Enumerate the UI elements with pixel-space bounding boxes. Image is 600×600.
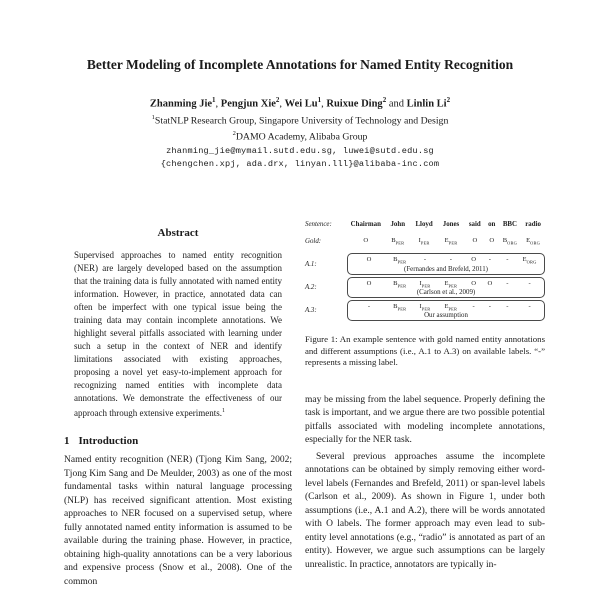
figure-assumption-rows: [305, 253, 545, 321]
tag-cell: $B_{PER}$: [393, 302, 407, 312]
tag-cell: $B_{PER}$: [393, 256, 407, 265]
abstract-text: [64, 249, 292, 420]
figure-assumption-row: [305, 253, 545, 274]
tag-cell: $E_{ORG}$: [526, 237, 541, 246]
figure-1: [305, 221, 545, 368]
abstract-body: Supervised approaches to named entity recognition (NER) are largely developed based on the assumption that the training data is fully annotated with named entity information. However, in practice, annotated data can often be imperfect with one typical issue being the training data may contain incomplete annotations. We highlight several pitfalls associated with learning under such a setup in the context of NER and identify limitations associated with existing approaches, proposing a novel yet easy-to-implement approach for recognizing named entities with incomplete data annotations. We demonstrate the effectiveness of our approach through extensive experiments.: [74, 250, 282, 419]
author-separator: ,: [215, 98, 221, 110]
assumption-box: [347, 277, 545, 298]
token-cell: said: [468, 221, 481, 229]
figure-assumption-row: [305, 300, 545, 321]
author-name: Linlin Li: [406, 98, 447, 110]
tag-cell: $I_{PER}$: [419, 279, 431, 288]
author-name: Wei Lu: [284, 98, 318, 110]
tag-cell: $B_{PER}$: [393, 279, 407, 288]
token-cell: Jones: [442, 221, 460, 229]
assumption-label: A.2:: [305, 283, 317, 291]
author-line: [0, 94, 600, 111]
author-separator: ,: [279, 98, 285, 110]
affiliation-line: $^1$StatNLP Research Group, Singapore University of Technology and Design: [151, 113, 449, 126]
tag-cell: -: [506, 302, 509, 310]
tag-subscript: PER: [397, 282, 407, 288]
affiliation-sup: 2: [232, 129, 236, 137]
tag-cell: $I_{PER}$: [418, 237, 430, 246]
tag-cell: $E_{PER}$: [444, 302, 458, 312]
body-paragraph-1: may be missing from the label sequence. Properly defining the task is important, and we argue there are two possible potential pitfalls associated with modeling incomplete annotations, especially for the NER task.: [305, 394, 545, 445]
tag-subscript: ORG: [526, 259, 537, 265]
token-cell: radio: [525, 221, 541, 229]
tag-cell: O: [471, 256, 477, 264]
author-name: Pengjun Xie: [220, 98, 276, 110]
section-title: Introduction: [78, 435, 139, 448]
figure-assumption-row: [305, 277, 545, 298]
tag-subscript: PER: [421, 282, 431, 288]
intro-heading: [64, 435, 292, 447]
abstract-heading: Abstract: [157, 227, 199, 240]
author-affil-sup: 1: [212, 96, 216, 104]
tag-cell: -: [506, 256, 509, 264]
email-line: {chengchen.xpj, ada.drx, linyan.lll}@alibaba-inc.com: [160, 159, 440, 170]
affiliation-sup: 1: [151, 113, 155, 121]
token-cell: John: [390, 221, 406, 229]
author-separator: ,: [321, 98, 327, 110]
author-affil-sup: 2: [446, 96, 451, 104]
assumption-note: (Carlson et al., 2009): [416, 288, 476, 296]
assumption-box: [347, 300, 545, 321]
paper-title: Better Modeling of Incomplete Annotations for Named Entity Recognition: [86, 57, 514, 72]
tag-cell: -: [506, 279, 509, 287]
paper-header: [0, 0, 600, 171]
tag-subscript: PER: [421, 306, 431, 312]
assumption-box: [347, 253, 545, 274]
footnote-marker: 1: [221, 408, 225, 415]
tag-cell: -: [528, 279, 531, 287]
token-cell: on: [488, 221, 496, 229]
tag-cell: O: [366, 256, 372, 264]
tag-cell: O: [363, 237, 369, 245]
affiliation-line: $^2$DAMO Academy, Alibaba Group: [232, 129, 368, 143]
assumption-label: A.1:: [305, 260, 317, 268]
tag-cell: -: [488, 256, 491, 264]
tag-subscript: ORG: [530, 240, 541, 246]
tag-cell: $E_{ORG}$: [522, 256, 537, 265]
author-affil-sup: 1: [317, 96, 322, 104]
tag-subscript: PER: [448, 240, 458, 246]
tag-cell: -: [528, 302, 531, 310]
body-paragraph-2: Several previous approaches assume the incomplete annotations can be obtained by simply removing either word-level labels (Fernandes and Brefeld, 2011) or span-level labels (Carlson et al., 2009). As shown in Figure 1, under both assumptions (i.e., A.1 and A.2), there will be words annotated with O labels. The former approach may even lead to sub-entity level annotations (e.g., “radio” is annotated as part of an entity). However, we argue such assumptions can be largely unrealistic. In practice, annotators are typically in-: [305, 451, 545, 570]
assumption-note: Our assumption: [424, 312, 468, 320]
email-line: zhanming_jie@mymail.sutd.edu.sg, luwei@sutd.edu.sg: [166, 146, 434, 157]
tag-subscript: PER: [420, 240, 430, 246]
figure-token-grid: [347, 221, 545, 228]
assumption-label: A.3:: [305, 307, 317, 315]
assumption-tag-grid: [351, 256, 541, 264]
author-affil-sup: 2: [275, 96, 280, 104]
figure-caption: Figure 1: An example sentence with gold named entity annotations and different assumptions (i.e., A.1 to A.3) on available labels. “-” represents a missing label.: [305, 334, 545, 368]
assumption-note: (Fernandes and Brefeld, 2011): [404, 265, 488, 273]
tag-cell: $E_{PER}$: [444, 279, 458, 288]
right-column: [305, 219, 545, 589]
tag-subscript: PER: [448, 306, 458, 312]
email-block: [0, 145, 600, 171]
two-column-body: [0, 219, 600, 589]
tag-cell: -: [367, 302, 371, 310]
figure-gold-grid: [347, 237, 545, 245]
author-separator: and: [386, 98, 407, 110]
section-number: 1: [64, 435, 70, 448]
tag-cell: O: [471, 279, 477, 287]
tag-cell: O: [487, 279, 493, 287]
intro-paragraph: Named entity recognition (NER) (Tjong Kim Sang, 2002; Tjong Kim Sang and De Meulder, 2003) as one of the most fundamental tasks within natural language processing (NLP) has received significant attention. Most existing approaches to NER focused on a supervised setup, where fully annotated named entity information is assumed to be available during the training phase. However, in practice, obtaining high-quality annotations can be a very laborious and expensive process (Snow et al., 2008). One of the common: [64, 455, 292, 587]
tag-cell: $I_{PER}$: [419, 302, 431, 312]
tag-cell: O: [489, 237, 495, 245]
tag-cell: O: [366, 279, 372, 287]
token-cell: Lloyd: [415, 221, 433, 229]
tag-subscript: ORG: [507, 240, 518, 246]
tag-cell: -: [488, 302, 491, 310]
tag-cell: $E_{PER}$: [444, 237, 458, 246]
tag-subscript: PER: [448, 282, 458, 288]
token-cell: Chairman: [350, 221, 381, 229]
author-name: Ruixue Ding: [326, 98, 383, 110]
tag-cell: -: [449, 256, 452, 264]
tag-cell: -: [472, 302, 475, 310]
token-cell: BBC: [502, 221, 517, 229]
assumption-tag-grid: [351, 303, 541, 311]
gold-label: Gold:: [305, 237, 322, 245]
left-column: [64, 219, 292, 589]
author-affil-sup: 2: [382, 96, 387, 104]
assumption-tag-grid: [351, 280, 541, 288]
tag-subscript: PER: [395, 240, 405, 246]
author-name: Zhanming Jie: [149, 98, 213, 110]
tag-subscript: PER: [397, 306, 407, 312]
affiliations: [0, 111, 600, 144]
tag-cell: O: [472, 237, 478, 245]
sentence-label: Sentence:: [305, 221, 332, 229]
figure-sentence-row: [305, 221, 545, 228]
tag-cell: $B_{PER}$: [391, 237, 405, 246]
figure-gold-row: [305, 237, 545, 245]
tag-subscript: PER: [397, 259, 407, 265]
tag-cell: -: [423, 256, 427, 264]
tag-cell: $B_{ORG}$: [502, 237, 518, 246]
